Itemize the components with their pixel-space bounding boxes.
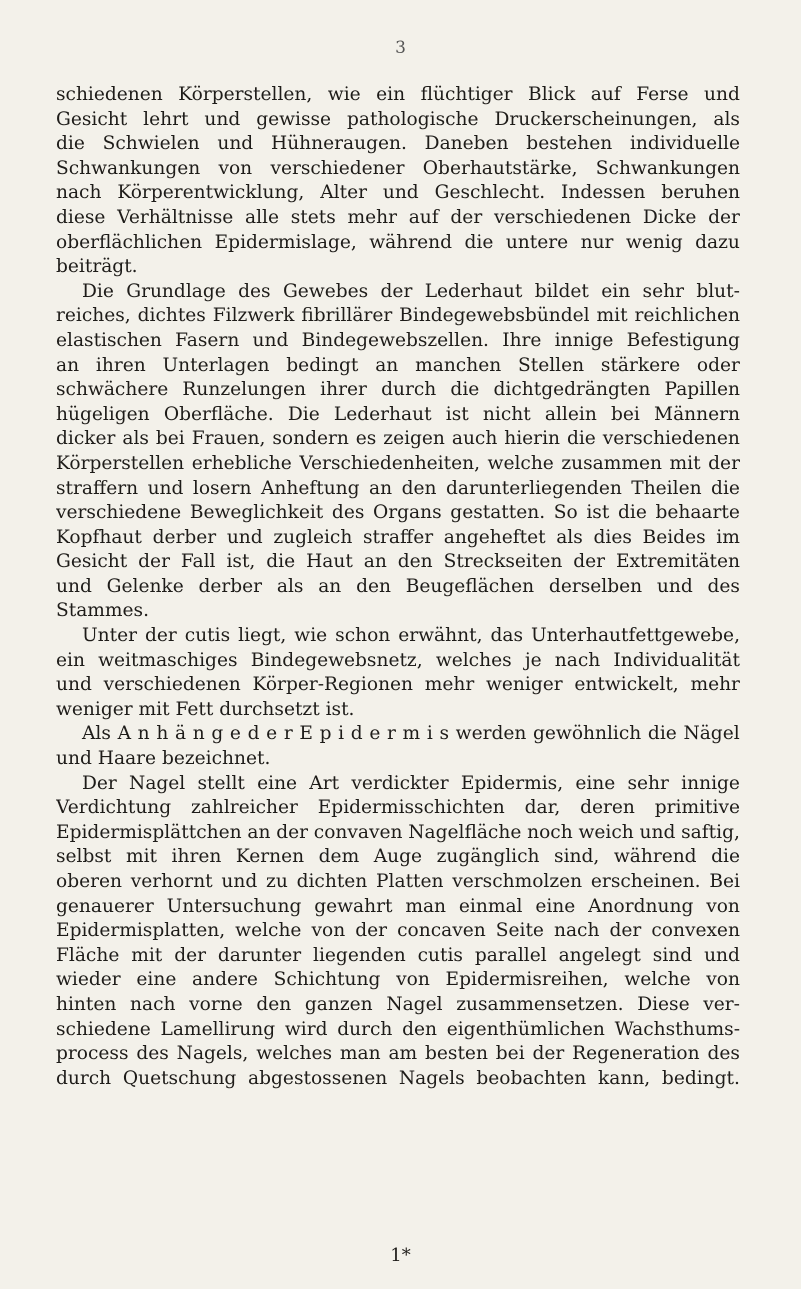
text-line: Unter der cutis liegt, wie schon erwähnt, das Unterhautfettgewebe, [82,625,740,647]
text-line: oberen verhornt und zu dichten Platten verschmolzen erscheinen. Bei [56,871,740,892]
page-number: 3 [395,38,406,58]
body-text [56,83,740,1091]
text-line: ein weitmaschiges Bindegewebsnetz, welches je nach Individualität [56,649,740,671]
text-line: selbst mit ihren Kernen dem Auge zugänglich sind, während die [56,846,740,868]
text-line: schiedene Lamellirung wird durch den eigenthümlichen Wachsthums- [56,1018,740,1040]
text-line: Fläche mit der darunter liegenden cutis parallel angelegt sind und [56,944,740,966]
text-line: Die Grundlage des Gewebes der Lederhaut bildet ein sehr blut- [82,280,740,302]
text-line: Epidermisplättchen an der convaven Nagelfläche noch weich und saftig, [56,821,740,843]
text-line: Verdichtung zahlreicher Epidermisschichten dar, deren primitive [56,797,740,819]
text-line: und Gelenke derber als an den Beugeflächen derselben und des [56,575,740,597]
text-line: Stammes. [56,600,150,622]
text-line: an ihren Unterlagen bedingt an manchen Stellen stärkere oder [56,354,740,376]
text-line: schiedenen Körperstellen, wie ein flüchtiger Blick auf Ferse und [56,84,740,105]
text-line: hinten nach vorne den ganzen Nagel zusammensetzen. Diese ver- [56,993,740,1015]
text-line: oberflächlichen Epidermislage, während die untere nur wenig dazu [56,231,740,253]
text-line: Kopfhaut derber und zugleich straffer angeheftet als dies Beides im [56,526,740,548]
text-line: Gesicht der Fall ist, die Haut an den Streckseiten der Extremitäten [56,551,740,573]
text-line: nach Körperentwicklung, Alter und Geschlecht. Indessen beruhen [56,182,740,204]
text-line: und Haare bezeichnet. [56,748,271,770]
text-line: die Schwielen und Hühneraugen. Daneben bestehen individuelle [56,133,740,155]
text-line: schwächere Runzelungen ihrer durch die dichtgedrängten Papillen [56,379,740,401]
text-line: hügeligen Oberfläche. Die Lederhaut ist nicht allein bei Männern [56,403,740,425]
text-line: Als A n h ä n g e d e r E p i d e r m i s werden gewöhnlich die Nägel [82,723,740,745]
text-line: durch Quetschung abgestossenen Nagels beobachten kann, bedingt. [56,1067,740,1089]
text-line: Körperstellen erhebliche Verschiedenheiten, welche zusammen mit der [56,452,740,474]
text-line: Gesicht lehrt und gewisse pathologische Druckerscheinungen, als [56,108,740,130]
text-line: Epidermisplatten, welche von der concaven Seite nach der convexen [56,920,740,942]
text-line: wieder eine andere Schichtung von Epidermisreihen, welche von [56,969,740,991]
text-line: process des Nagels, welches man am besten bei der Regeneration des [56,1043,740,1065]
text-line: elastischen Fasern und Bindegewebszellen. Ihre innige Befestigung [56,329,740,351]
text-line: reiches, dichtes Filzwerk fibrillärer Bindegewebsbündel mit reichlichen [56,305,740,327]
text-line: Schwankungen von verschiedener Oberhautstärke, Schwankungen [56,157,740,179]
text-line: genauerer Untersuchung gewahrt man einmal eine Anordnung von [56,895,740,917]
text-line: diese Verhältnisse alle stets mehr auf der verschiedenen Dicke der [56,206,740,228]
text-line: weniger mit Fett durchsetzt ist. [56,698,355,720]
text-line: Der Nagel stellt eine Art verdickter Epidermis, eine sehr innige [82,772,740,794]
text-line: verschiedene Beweglichkeit des Organs gestatten. So ist die behaarte [56,502,740,524]
text-line: dicker als bei Frauen, sondern es zeigen auch hierin die verschiedenen [56,428,740,450]
signature-mark: 1* [390,1245,411,1266]
text-line: und verschiedenen Körper-Regionen mehr weniger entwickelt, mehr [56,674,740,696]
text-line: straffern und losern Anheftung an den darunterliegenden Theilen die [56,477,740,499]
text-line: beiträgt. [56,256,138,278]
